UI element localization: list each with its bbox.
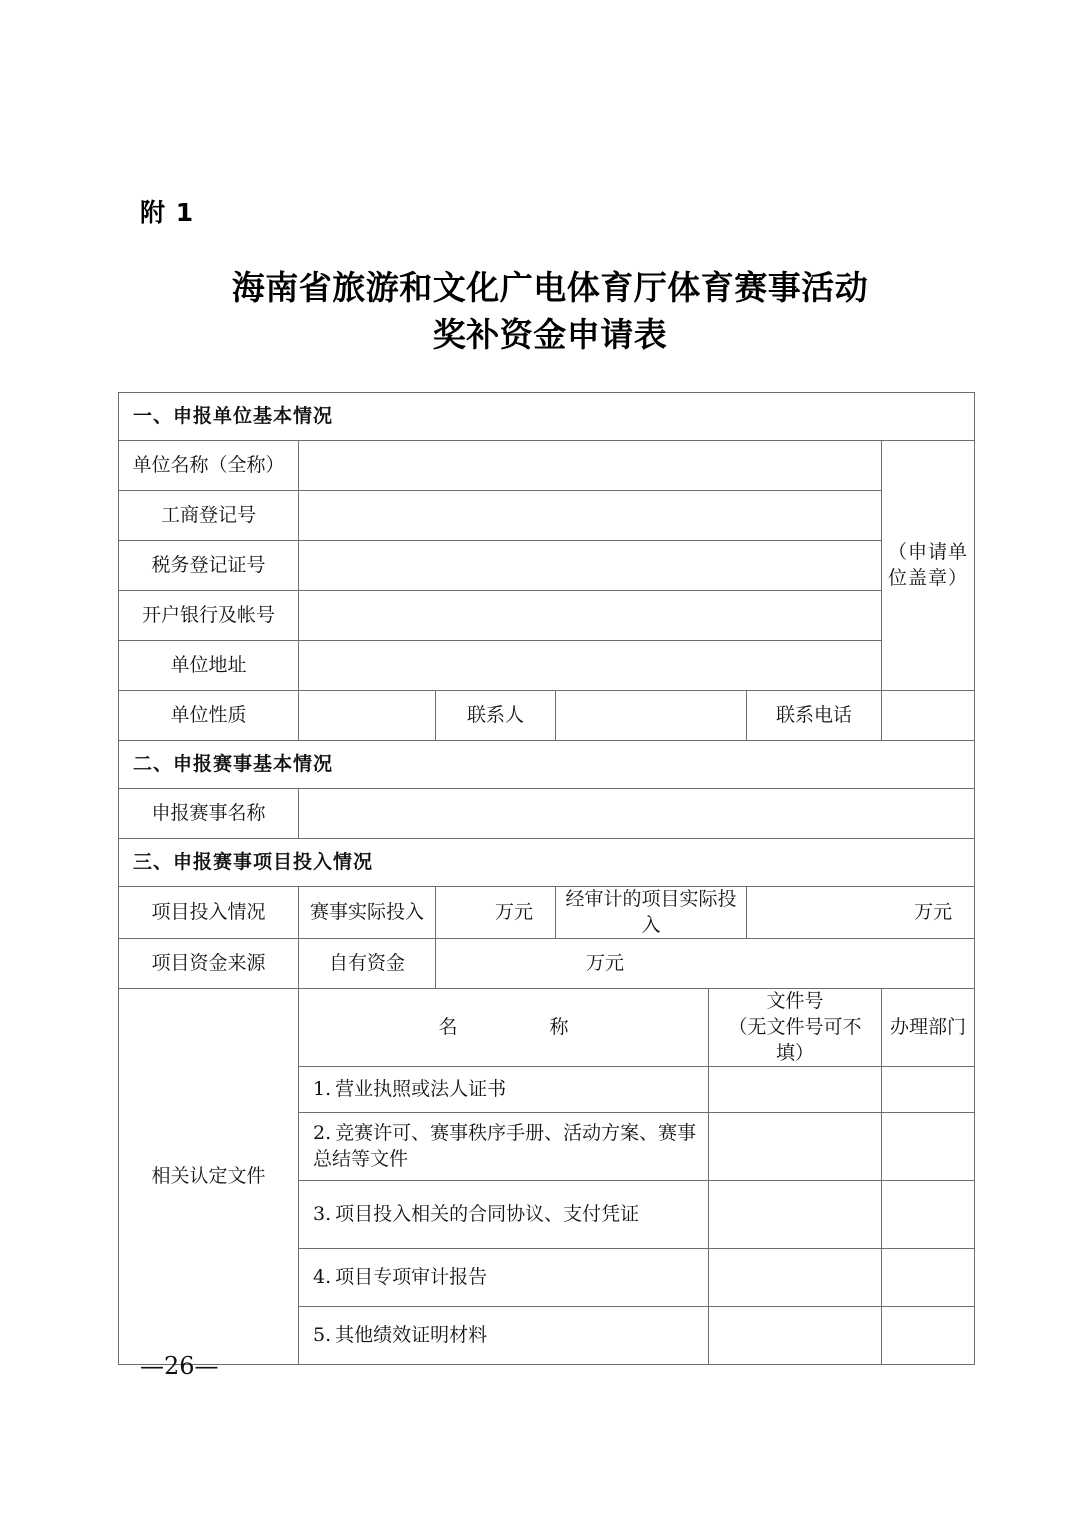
field-label-contact-person: 联系人 [436,691,556,741]
field-label-actual-investment: 赛事实际投入 [299,887,436,939]
field-value-contact-phone[interactable] [882,691,975,741]
field-label-funding-source: 项目资金来源 [119,939,299,989]
field-value-unit-nature[interactable] [299,691,436,741]
field-label-contact-phone: 联系电话 [747,691,882,741]
field-label-audited-investment: 经审计的项目实际投入 [556,887,747,939]
document-item-5-text: 其他绩效证明材料 [335,1323,488,1346]
field-label-bank-account: 开户银行及帐号 [119,591,299,641]
table-row [119,939,975,989]
field-value-business-reg[interactable] [299,491,882,541]
document-item-3-number: 3. [313,1202,332,1225]
document-item-1-number: 1. [313,1077,332,1100]
document-item-3-dept[interactable] [882,1181,975,1249]
document-item-2-number: 2. [313,1122,332,1145]
section-header-row [119,393,975,441]
document-item-5-docno[interactable] [709,1307,882,1365]
document-number-line-2: （无文件号可不填） [728,1015,862,1064]
field-label-unit-name: 单位名称（全称） [119,441,299,491]
section-header-row [119,839,975,887]
field-value-unit-name[interactable] [299,441,882,491]
document-item-3 [299,1181,709,1249]
field-label-investment: 项目投入情况 [119,887,299,939]
section-1-heading: 一、申报单位基本情况 [119,393,975,441]
table-row [119,591,975,641]
field-value-address[interactable] [299,641,882,691]
document-item-1 [299,1067,709,1113]
field-label-event-name: 申报赛事名称 [119,789,299,839]
document-item-4-dept[interactable] [882,1249,975,1307]
field-label-supporting-documents: 相关认定文件 [119,989,299,1365]
document-item-2-dept[interactable] [882,1113,975,1181]
table-row [119,691,975,741]
page-number: —26— [140,1352,219,1380]
table-row [119,887,975,939]
field-value-tax-reg[interactable] [299,541,882,591]
seal-area: （申请单位盖章） [882,441,975,691]
field-label-business-reg: 工商登记号 [119,491,299,541]
field-value-event-name[interactable] [299,789,975,839]
document-item-1-dept[interactable] [882,1067,975,1113]
field-value-bank-account[interactable] [299,591,882,641]
table-row [119,541,975,591]
column-header-document-number [709,989,882,1067]
field-value-contact-person[interactable] [556,691,747,741]
field-label-tax-reg: 税务登记证号 [119,541,299,591]
column-header-department: 办理部门 [882,989,975,1067]
document-item-4-docno[interactable] [709,1249,882,1307]
document-item-2-docno[interactable] [709,1113,882,1181]
document-item-5-dept[interactable] [882,1307,975,1365]
document-item-1-text: 营业执照或法人证书 [335,1077,507,1100]
document-number-line-1: 文件号 [766,990,824,1013]
field-unit-own-funds[interactable]: 万元 [436,939,975,989]
table-row [119,789,975,839]
section-3-heading: 三、申报赛事项目投入情况 [119,839,975,887]
document-item-2-text: 竞赛许可、赛事秩序手册、活动方案、赛事总结等文件 [313,1122,697,1170]
table-row [119,441,975,491]
title-line-1: 海南省旅游和文化广电体育厅体育赛事活动 [231,268,869,307]
page-title [120,265,980,359]
field-label-address: 单位地址 [119,641,299,691]
table-row [119,989,975,1067]
field-unit-actual-investment[interactable]: 万元 [436,887,556,939]
title-line-2: 奖补资金申请表 [432,314,668,354]
application-form-table [118,392,975,1365]
document-item-4-number: 4. [313,1265,332,1288]
attachment-label: 附 1 [140,198,195,227]
document-item-1-docno[interactable] [709,1067,882,1113]
field-unit-audited-investment[interactable]: 万元 [747,887,975,939]
field-label-own-funds: 自有资金 [299,939,436,989]
section-header-row [119,741,975,789]
document-item-5 [299,1307,709,1365]
column-header-document-name: 名 称 [299,989,709,1067]
document-item-4-text: 项目专项审计报告 [335,1265,488,1288]
document-item-4 [299,1249,709,1307]
document-item-3-text: 项目投入相关的合同协议、支付凭证 [335,1202,640,1225]
table-row [119,491,975,541]
field-label-unit-nature: 单位性质 [119,691,299,741]
table-row [119,641,975,691]
section-2-heading: 二、申报赛事基本情况 [119,741,975,789]
document-item-3-docno[interactable] [709,1181,882,1249]
document-item-5-number: 5. [313,1323,332,1346]
document-item-2 [299,1113,709,1181]
